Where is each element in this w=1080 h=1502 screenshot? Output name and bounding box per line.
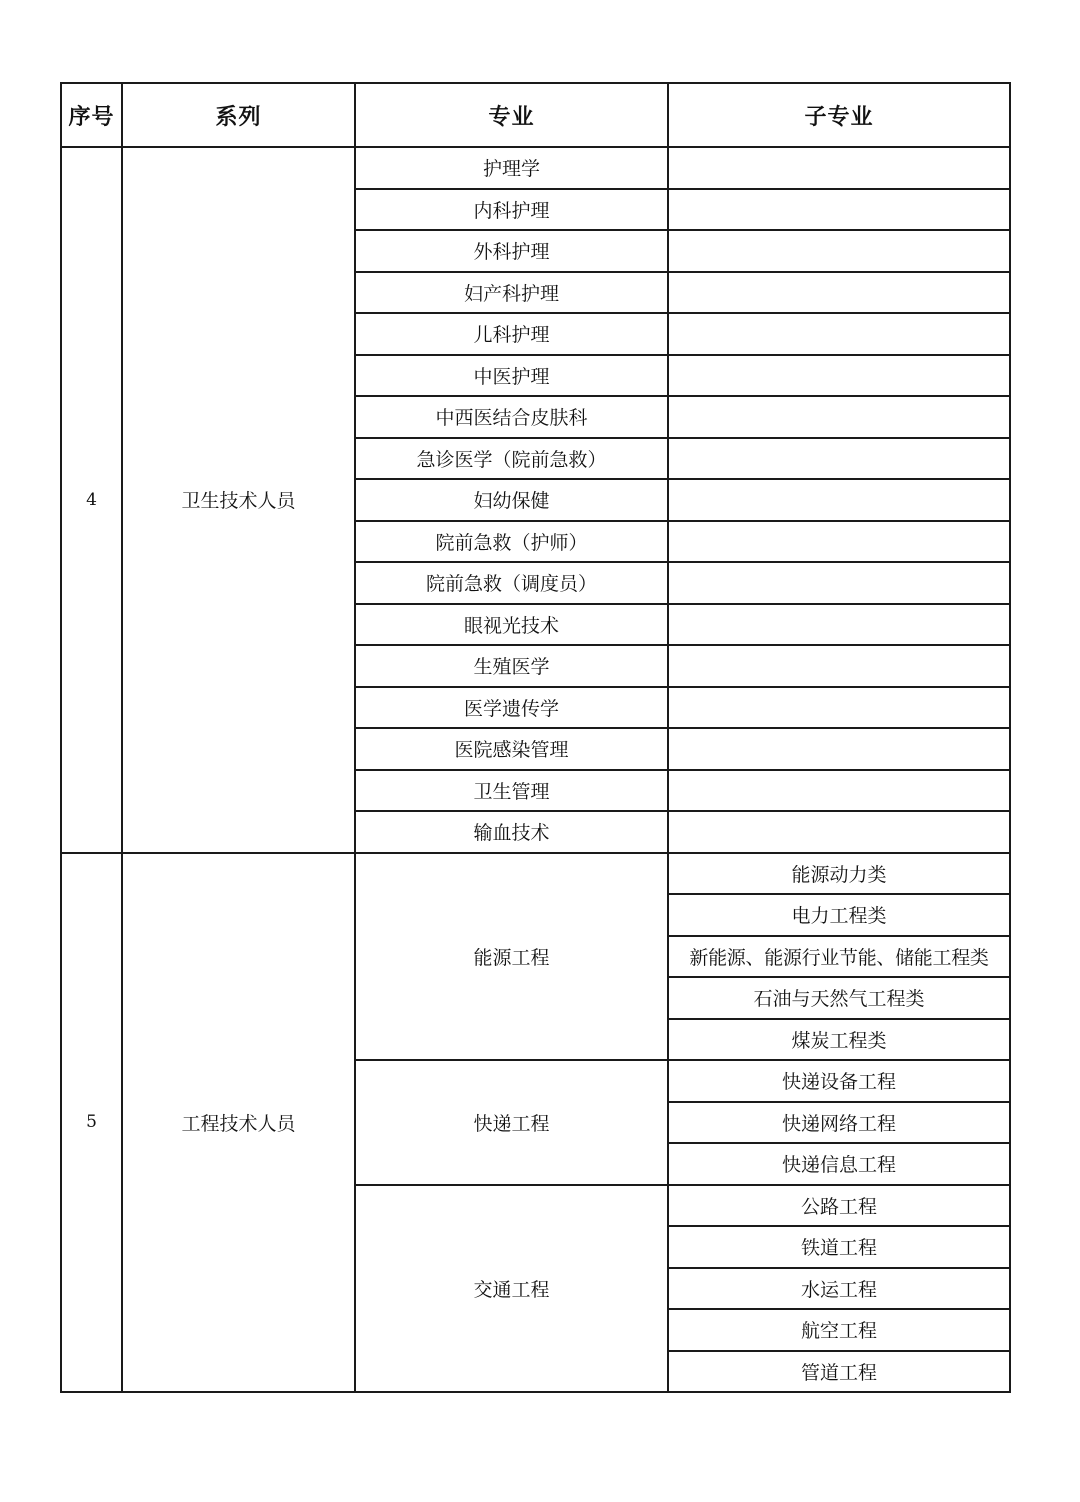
sub-specialty-cell <box>668 147 1010 189</box>
sub-specialty-cell <box>668 811 1010 853</box>
specialty-table-sheet <box>60 82 1009 1393</box>
specialty-table <box>60 82 1011 1393</box>
sub-specialty-cell <box>668 770 1010 812</box>
sub-specialty-cell: 能源动力类 <box>668 853 1010 895</box>
sub-specialty-cell: 水运工程 <box>668 1268 1010 1310</box>
specialty-cell: 医院感染管理 <box>355 728 668 770</box>
group-seq: 4 <box>61 147 122 853</box>
sub-specialty-cell: 航空工程 <box>668 1309 1010 1351</box>
sub-specialty-cell: 铁道工程 <box>668 1226 1010 1268</box>
group-series: 卫生技术人员 <box>122 147 355 853</box>
sub-specialty-cell <box>668 728 1010 770</box>
sub-specialty-cell <box>668 687 1010 729</box>
sub-specialty-cell: 管道工程 <box>668 1351 1010 1393</box>
sub-specialty-cell <box>668 355 1010 397</box>
sub-specialty-cell <box>668 396 1010 438</box>
specialty-cell: 中西医结合皮肤科 <box>355 396 668 438</box>
group-seq: 5 <box>61 853 122 1393</box>
specialty-cell: 眼视光技术 <box>355 604 668 646</box>
specialty-cell: 院前急救（护师） <box>355 521 668 563</box>
specialty-cell: 外科护理 <box>355 230 668 272</box>
sub-specialty-cell: 电力工程类 <box>668 894 1010 936</box>
sub-specialty-cell: 石油与天然气工程类 <box>668 977 1010 1019</box>
group-series: 工程技术人员 <box>122 853 355 1393</box>
header-specialty: 专业 <box>355 83 668 147</box>
specialty-cell: 急诊医学（院前急救） <box>355 438 668 480</box>
specialty-cell: 院前急救（调度员） <box>355 562 668 604</box>
specialty-cell: 交通工程 <box>355 1185 668 1393</box>
table-row <box>61 147 1010 189</box>
sub-specialty-cell <box>668 479 1010 521</box>
sub-specialty-cell: 快递网络工程 <box>668 1102 1010 1144</box>
sub-specialty-cell <box>668 604 1010 646</box>
sub-specialty-cell <box>668 562 1010 604</box>
specialty-cell: 内科护理 <box>355 189 668 231</box>
sub-specialty-cell: 煤炭工程类 <box>668 1019 1010 1061</box>
sub-specialty-cell <box>668 645 1010 687</box>
sub-specialty-cell: 公路工程 <box>668 1185 1010 1227</box>
specialty-cell: 妇幼保健 <box>355 479 668 521</box>
sub-specialty-cell <box>668 230 1010 272</box>
specialty-cell: 儿科护理 <box>355 313 668 355</box>
specialty-cell: 快递工程 <box>355 1060 668 1185</box>
sub-specialty-cell <box>668 272 1010 314</box>
header-series: 系列 <box>122 83 355 147</box>
specialty-cell: 卫生管理 <box>355 770 668 812</box>
specialty-cell: 中医护理 <box>355 355 668 397</box>
sub-specialty-cell: 快递设备工程 <box>668 1060 1010 1102</box>
specialty-cell: 能源工程 <box>355 853 668 1061</box>
specialty-cell: 护理学 <box>355 147 668 189</box>
specialty-cell: 医学遗传学 <box>355 687 668 729</box>
specialty-cell: 输血技术 <box>355 811 668 853</box>
sub-specialty-cell <box>668 438 1010 480</box>
table-row <box>61 853 1010 895</box>
specialty-cell: 生殖医学 <box>355 645 668 687</box>
header-sub-specialty: 子专业 <box>668 83 1010 147</box>
sub-specialty-cell <box>668 313 1010 355</box>
sub-specialty-cell: 快递信息工程 <box>668 1143 1010 1185</box>
specialty-cell: 妇产科护理 <box>355 272 668 314</box>
sub-specialty-cell <box>668 521 1010 563</box>
sub-specialty-cell <box>668 189 1010 231</box>
sub-specialty-cell: 新能源、能源行业节能、储能工程类 <box>668 936 1010 978</box>
header-seq: 序号 <box>61 83 122 147</box>
table-header-row <box>61 83 1010 147</box>
